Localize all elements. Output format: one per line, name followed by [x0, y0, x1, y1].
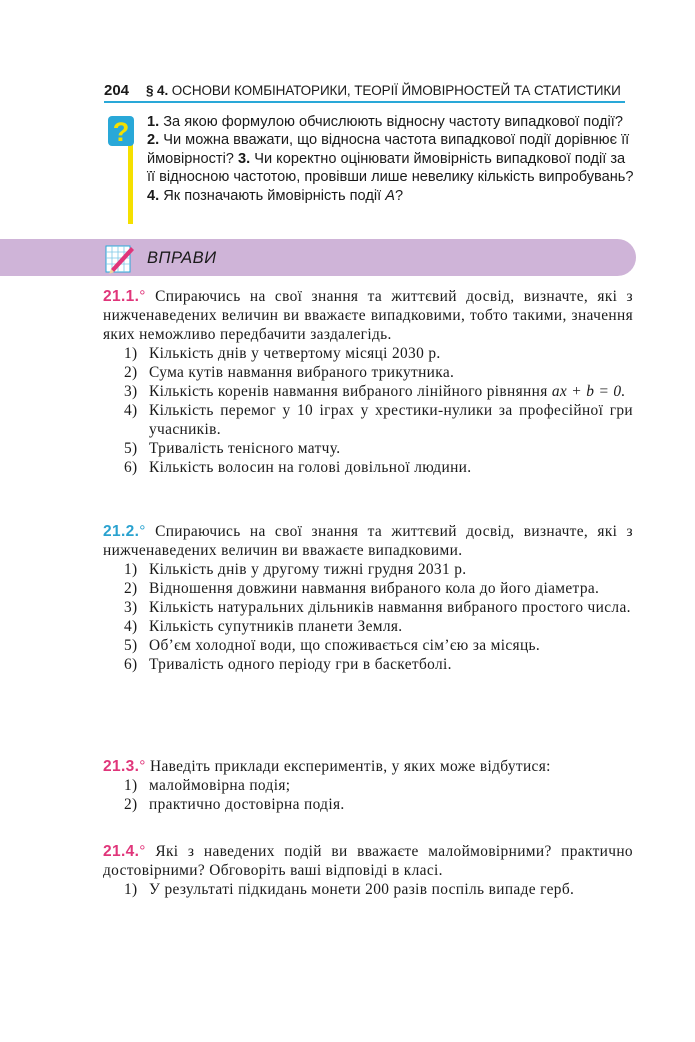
pencil-grid-icon: [104, 243, 136, 275]
exercise-text: Які з наведених подій ви вважаєте малоймовірними? практично достовірними? Обговоріть ваші відповіді в класі.: [103, 843, 633, 879]
review-questions: [147, 113, 637, 205]
list-item: 6) Тривалість одного періоду гри в баскетболі.: [124, 656, 452, 673]
list-item: 2) практично достовірна подія.: [124, 796, 345, 813]
page-number: 204: [104, 82, 130, 99]
exercise-number: 21.2.°: [103, 523, 146, 540]
list-item: 3) Кількість натуральних дільників навмання вибраного простого числа.: [124, 599, 631, 616]
running-header: [104, 80, 624, 102]
exercises-title: ВПРАВИ: [147, 249, 217, 267]
exercise-stem: [103, 287, 633, 344]
q4-var: A: [385, 187, 395, 204]
list-item: 2) Сума кутів навмання вибраного трикутника.: [124, 364, 455, 381]
list-item: 6) Кількість волосин на голові довільної людини.: [124, 459, 472, 476]
list-item: 5) Об’єм холодної води, що споживається сім’єю за місяць.: [124, 637, 541, 654]
list-item: 2) Відношення довжини навмання вибраного кола до його діаметра.: [124, 580, 600, 597]
q2-text: Чи можна вважати, що відносна частота випадкової події дорівнює її ймовірності?: [147, 132, 630, 167]
q1-text: За якою формулою обчислюють відносну частоту випадкової події?: [163, 114, 623, 130]
list-item: 1) У результаті підкидань монети 200 разів поспіль випаде герб.: [124, 881, 575, 898]
exercise-stem: [103, 522, 633, 560]
exercise-number: 21.3.°: [103, 758, 146, 775]
exercise-21-2: [103, 522, 633, 674]
question-mark-icon: [108, 116, 134, 154]
exercise-stem: [103, 757, 633, 776]
list-item: 1) малоймовірна подія;: [124, 777, 291, 794]
list-item: 1) Кількість днів у четвертому місяці 2030 р.: [124, 345, 441, 362]
exercise-text: Спираючись на свої знання та життєвий досвід, визначте, які з нижченаведених величин ви вважаєте випадковими.: [103, 523, 633, 559]
exercise-21-3: [103, 757, 633, 814]
list-item: 1) Кількість днів у другому тижні грудня 2031 р.: [124, 561, 467, 578]
list-item: 4) Кількість перемог у 10 іграх у хрестики-нулики за професійної гри учасників.: [124, 402, 633, 438]
q1-number: 1.: [147, 114, 160, 130]
section-title-text: ОСНОВИ КОМБІНАТОРИКИ, ТЕОРІЇ ЙМОВІРНОСТЕЙ ТА СТАТИСТИКИ: [171, 83, 621, 98]
section-prefix: § 4.: [146, 83, 169, 98]
q4-number: 4.: [147, 187, 160, 204]
exercise-text: Наведіть приклади експериментів, у яких може відбутися:: [150, 758, 551, 775]
q4-end: ?: [394, 187, 404, 204]
header-rule: [104, 101, 625, 103]
svg-text:?: ?: [112, 117, 130, 147]
section-title: [146, 83, 621, 98]
exercise-21-1: [103, 287, 633, 477]
list-item: 4) Кількість супутників планети Земля.: [124, 618, 403, 635]
exercises-band: [0, 239, 636, 276]
exercise-21-4: [103, 842, 633, 899]
exercise-number: 21.1.°: [103, 288, 146, 305]
list-item: 3) Кількість коренів навмання вибраного лінійного рівняння ax + b = 0.: [124, 383, 626, 400]
equation: ax + b = 0.: [551, 383, 626, 400]
q2-number: 2.: [147, 132, 160, 149]
q3-number: 3.: [238, 150, 251, 167]
exercise-stem: [103, 842, 633, 880]
q3-text: Чи коректно оцінювати ймовірність випадкової події за її відносною частотою, провівши лише невелику кількість випробувань?: [147, 150, 634, 186]
list-item: 5) Тривалість тенісного матчу.: [124, 440, 341, 457]
exercise-number: 21.4.°: [103, 843, 146, 860]
exercise-text: Спираючись на свої знання та життєвий досвід, визначте, які з нижченаведених величин ви вважаєте випадковими, тобто такими, значення яких неможливо передбачити заздалегідь.: [103, 288, 633, 343]
q4-text: Як позначають ймовірність події: [163, 187, 382, 204]
